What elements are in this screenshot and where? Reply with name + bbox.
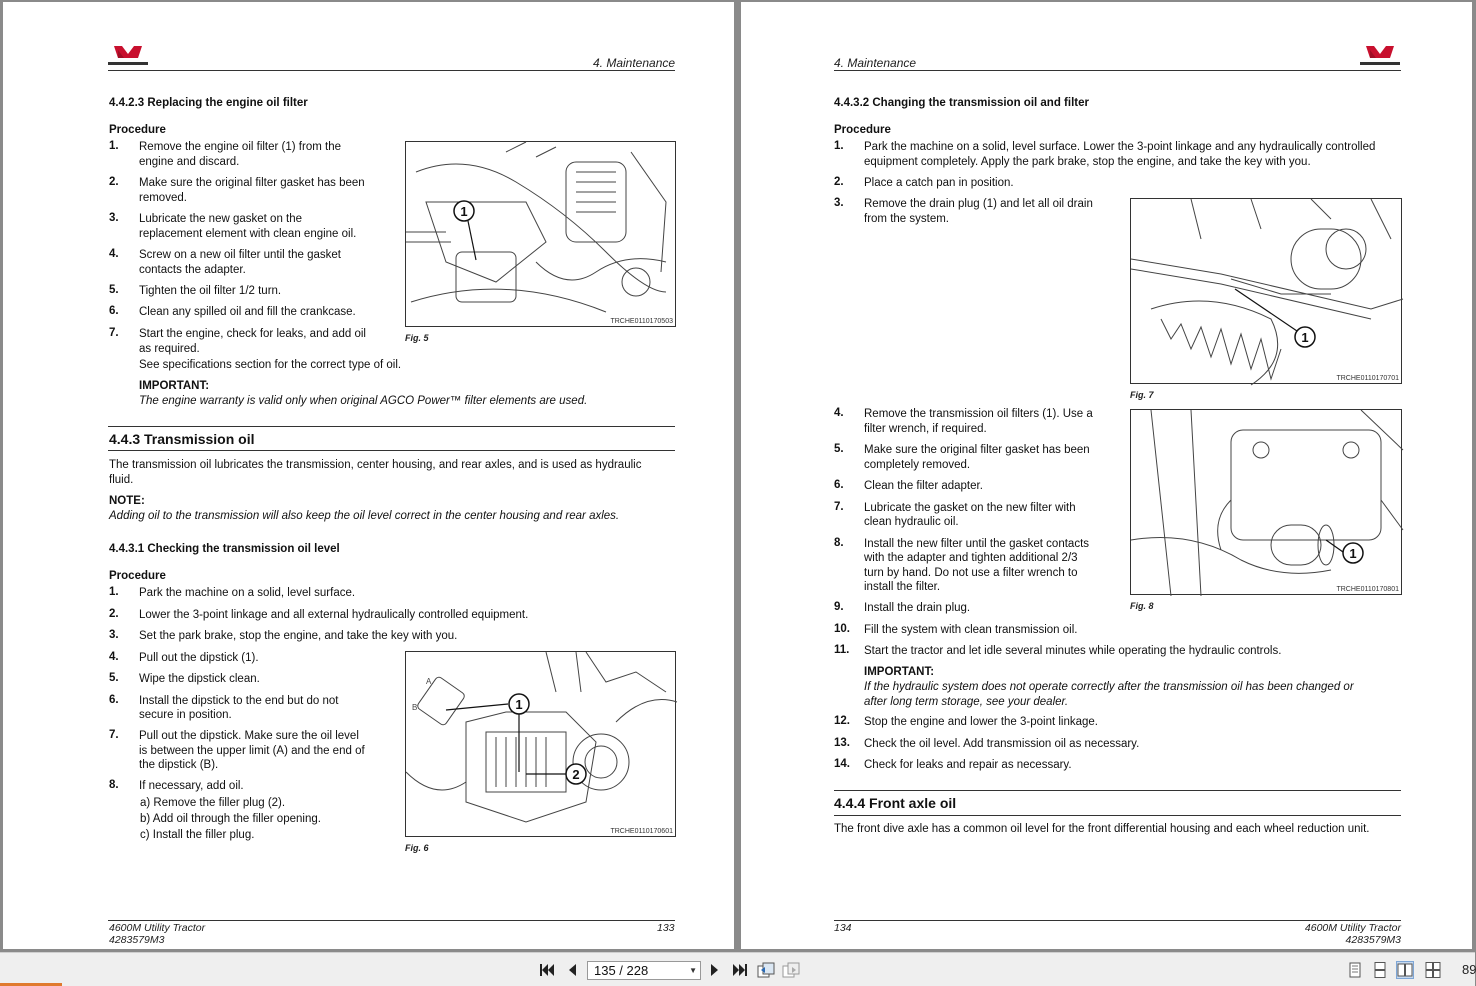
svg-text:1: 1: [1301, 330, 1309, 345]
figure-caption: Fig. 6: [405, 843, 429, 853]
svg-text:1: 1: [460, 204, 468, 219]
next-page-button[interactable]: [706, 961, 724, 979]
next-view-icon: [782, 962, 800, 978]
figure-caption: Fig. 7: [1130, 390, 1154, 400]
filter-illustration: [1131, 410, 1403, 596]
substep-list: [140, 795, 321, 843]
single-page-icon: [1348, 962, 1362, 978]
header-chapter: 4. Maintenance: [593, 56, 676, 70]
procedure-label: Procedure: [109, 570, 166, 582]
dipstick-illustration: [406, 652, 677, 838]
list-item: 7. Lubricate the gasket on the new filter with clean hydraulic oil.: [834, 500, 1076, 528]
footer-title: 4600M Utility Tractor 4283579M3: [1304, 922, 1401, 946]
massey-ferguson-logo: [108, 44, 148, 68]
step-number: 1.: [834, 140, 844, 152]
continuous-page-icon: [1373, 962, 1387, 978]
figure-transmission-filter: [1130, 409, 1402, 595]
list-item: 5. Wipe the dipstick clean.: [109, 672, 260, 685]
list-item: 6. Install the dipstick to the end but do not secure in position.: [109, 693, 339, 721]
list-item: 3. Set the park brake, stop the engine, and take the key with you.: [109, 629, 458, 642]
engine-illustration: [406, 142, 677, 328]
list-item: a) Remove the filler plug (2).: [140, 797, 286, 809]
list-item: 1. Remove the engine oil filter (1) from the engine and discard.: [109, 140, 341, 168]
header-rule: [108, 70, 675, 71]
page-number: 134: [834, 922, 852, 934]
procedure-label: Procedure: [834, 124, 891, 136]
list-item: 4. Remove the transmission oil filters (1). Use a filter wrench, if required.: [834, 407, 1093, 435]
list-item: 6. Clean the filter adapter.: [834, 479, 983, 492]
section-rule: [834, 815, 1401, 816]
chevron-down-icon: ▼: [689, 966, 697, 975]
list-item: 2. Lower the 3-point linkage and all external hydraulically controlled equipment.: [109, 607, 529, 621]
list-item: 5. Make sure the original filter gasket has been completely removed.: [834, 443, 1090, 471]
figure-dipstick: [405, 651, 676, 837]
important-label: IMPORTANT:: [139, 380, 210, 392]
footer-rule: [834, 920, 1401, 921]
important-text: The engine warranty is valid only when original AGCO Power™ filter elements are used.: [139, 395, 588, 407]
list-item: 14. Check for leaks and repair as necessary.: [834, 758, 1072, 771]
list-item: Remove the drain plug (1) and let all oil drain from the system.: [864, 198, 1093, 225]
figure-code: TRCHE0110170701: [1336, 375, 1399, 382]
list-item: 1. Park the machine on a solid, level surface.: [109, 586, 356, 599]
facing-pages-icon: [1397, 963, 1413, 977]
header-chapter: 4. Maintenance: [834, 56, 917, 70]
next-view-button[interactable]: [782, 961, 800, 979]
massey-ferguson-logo: [1360, 44, 1400, 68]
figure-drain-plug: [1130, 198, 1402, 384]
page-number-input[interactable]: 135 / 228 ▼: [587, 961, 701, 980]
list-item: 2. Make sure the original filter gasket has been removed.: [109, 176, 365, 204]
section-text: The front dive axle has a common oil level for the front differential housing and each wheel reduction unit.: [834, 823, 1370, 835]
zoom-level[interactable]: 89: [1462, 962, 1476, 977]
spec-note: See specifications section for the correct type of oil.: [139, 359, 402, 371]
section-heading: 4.4.2.3 Replacing the engine oil filter: [109, 97, 308, 109]
figure-code: TRCHE0110170601: [610, 828, 673, 835]
list-item: Place a catch pan in position.: [864, 177, 1014, 189]
step-list: [834, 715, 1394, 780]
svg-text:A: A: [426, 677, 432, 686]
last-page-button[interactable]: [731, 961, 749, 979]
list-item: 6. Clean any spilled oil and fill the crankcase.: [109, 305, 356, 318]
list-item: 9. Install the drain plug.: [834, 601, 971, 614]
section-rule: [108, 450, 675, 451]
note-text: Adding oil to the transmission will also keep the oil level correct in the center housing and rear axles.: [109, 510, 620, 522]
footer-rule: [108, 920, 675, 921]
list-item: 10. Fill the system with clean transmission oil.: [834, 622, 1078, 636]
prev-page-icon: [567, 963, 577, 977]
list-item: 13. Check the oil level. Add transmission oil as necessary.: [834, 736, 1140, 750]
important-text: If the hydraulic system does not operate correctly after the transmission oil has been changed or after long term storage, see your dealer.: [864, 681, 1354, 708]
continuous-facing-view-button[interactable]: [1424, 961, 1442, 979]
single-page-view-button[interactable]: [1346, 961, 1364, 979]
list-item: 8. If necessary, add oil.: [109, 779, 244, 792]
note-label: NOTE:: [109, 495, 145, 507]
list-item: 4. Pull out the dipstick (1).: [109, 650, 259, 664]
figure-code: TRCHE0110170801: [1336, 586, 1399, 593]
first-page-button[interactable]: [538, 961, 556, 979]
list-item: 3. Lubricate the new gasket on the replacement element with clean engine oil.: [109, 212, 357, 240]
viewer-toolbar: [0, 952, 1475, 986]
right-page: [741, 2, 1472, 949]
section-rule-top: [108, 426, 675, 427]
section-rule-top: [834, 790, 1401, 791]
tractor-underside-illustration: [1131, 199, 1403, 385]
list-item: 12. Stop the engine and lower the 3-point linkage.: [834, 715, 1098, 728]
step-list: [109, 140, 399, 359]
previous-view-button[interactable]: [757, 961, 775, 979]
list-item: c) Install the filler plug.: [140, 829, 255, 841]
section-heading: 4.4.3 Transmission oil: [109, 431, 255, 447]
continuous-view-button[interactable]: [1371, 961, 1389, 979]
procedure-label: Procedure: [109, 124, 166, 136]
list-item: 7. Start the engine, check for leaks, and add oil as required.: [109, 327, 366, 355]
next-page-icon: [710, 963, 720, 977]
section-heading: 4.4.3.1 Checking the transmission oil level: [109, 543, 340, 555]
figure-caption: Fig. 5: [405, 333, 429, 343]
section-heading: 4.4.4 Front axle oil: [834, 795, 957, 811]
footer-title: 4600M Utility Tractor 4283579M3: [109, 922, 206, 946]
section-intro: The transmission oil lubricates the transmission, center housing, and rear axles, and is used as hydraulic fluid.: [109, 459, 642, 486]
prev-page-button[interactable]: [563, 961, 581, 979]
last-page-icon: [732, 963, 748, 977]
previous-view-icon: [757, 962, 775, 978]
important-label: IMPORTANT:: [864, 666, 935, 678]
list-item: 7. Pull out the dipstick. Make sure the oil level is between the upper limit (A) and the end of the dipstick (B).: [109, 729, 365, 771]
svg-text:1: 1: [515, 697, 523, 712]
header-rule: [834, 70, 1401, 71]
facing-view-button[interactable]: [1396, 961, 1414, 979]
list-item: 5. Tighten the oil filter 1/2 turn.: [109, 284, 282, 297]
figure-engine-oil-filter: [405, 141, 676, 327]
figure-caption: Fig. 8: [1130, 601, 1154, 611]
list-item: 8. Install the new filter until the gasket contacts with the adapter and tighten additional 2/3 turn by hand. Do not use a filter wrench to install the filter.: [834, 536, 1090, 593]
svg-text:B: B: [412, 703, 418, 712]
list-item: Park the machine on a solid, level surface. Lower the 3-point linkage and any hydraulically controlled equipment completely. Apply the park brake, stop the engine, and take the key with you.: [864, 141, 1376, 168]
svg-text:2: 2: [572, 767, 580, 782]
page-number: 133: [657, 922, 675, 934]
figure-code: TRCHE0110170503: [610, 318, 673, 325]
step-number: 3.: [834, 197, 844, 209]
section-heading: 4.4.3.2 Changing the transmission oil and filter: [834, 97, 1089, 109]
first-page-icon: [539, 963, 555, 977]
list-item: b) Add oil through the filler opening.: [140, 813, 321, 825]
continuous-facing-icon: [1425, 962, 1441, 978]
left-page: [3, 2, 734, 949]
step-number: 2.: [834, 176, 844, 188]
list-item: 4. Screw on a new oil filter until the gasket contacts the adapter.: [109, 248, 341, 276]
list-item: 11. Start the tractor and let idle several minutes while operating the hydraulic controls.: [834, 644, 1282, 657]
svg-text:1: 1: [1349, 546, 1357, 561]
